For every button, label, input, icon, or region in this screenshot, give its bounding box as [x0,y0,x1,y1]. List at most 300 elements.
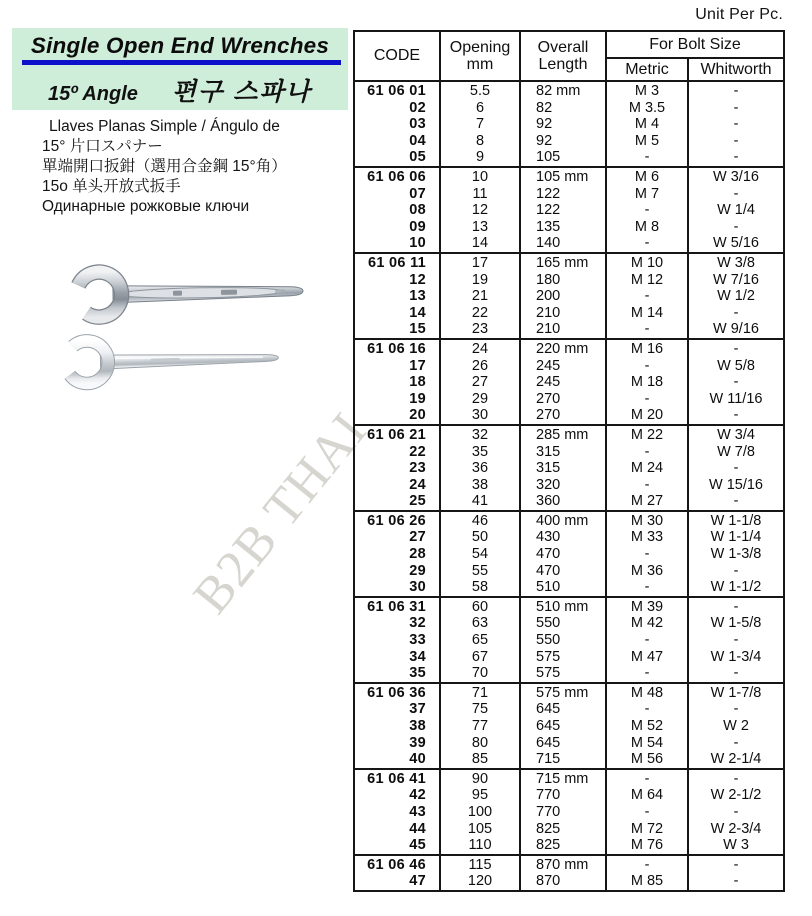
cell-code: 23 [354,460,440,477]
cell-metric: M 20 [606,407,688,425]
cell-whitworth: W 2-1/4 [688,751,784,769]
cell-overall: 645 [520,718,606,735]
cell-opening: 35 [440,443,520,460]
col-header-code: CODE [354,31,440,81]
cell-code: 61 06 06 [354,167,440,186]
cell-overall: 645 [520,735,606,752]
cell-opening: 100 [440,804,520,821]
cell-opening: 58 [440,579,520,597]
cell-overall: 122 [520,186,606,203]
cell-overall: 770 [520,787,606,804]
cell-opening: 10 [440,167,520,186]
cell-opening: 11 [440,186,520,203]
cell-whitworth: W 5/16 [688,235,784,253]
cell-opening: 5.5 [440,81,520,100]
cell-overall: 360 [520,493,606,511]
spec-table-group [354,425,784,511]
cell-code: 09 [354,219,440,236]
table-row [354,493,784,511]
cell-code: 47 [354,873,440,891]
description-spanish: Llaves Planas Simple / Ángulo de [49,118,280,135]
col-header-bolt-size: For Bolt Size [606,31,784,58]
cell-whitworth: W 2-3/4 [688,821,784,838]
cell-whitworth: W 1-1/2 [688,579,784,597]
cell-code: 28 [354,546,440,563]
table-row [354,632,784,649]
spec-table-group [354,683,784,769]
cell-overall: 122 [520,202,606,219]
cell-overall: 180 [520,272,606,289]
cell-whitworth: - [688,701,784,718]
cell-whitworth: - [688,305,784,322]
table-row [354,305,784,322]
cell-opening: 70 [440,665,520,683]
cell-opening: 38 [440,477,520,494]
table-row [354,701,784,718]
cell-metric: - [606,579,688,597]
cell-opening: 23 [440,321,520,339]
table-row [354,597,784,616]
cell-opening: 27 [440,374,520,391]
cell-overall: 510 mm [520,597,606,616]
cell-opening: 36 [440,460,520,477]
cell-opening: 26 [440,358,520,375]
cell-overall: 550 [520,632,606,649]
cell-opening: 50 [440,529,520,546]
cell-whitworth: W 3/4 [688,425,784,444]
stamp-mark [221,290,237,295]
cell-whitworth: W 1-1/4 [688,529,784,546]
col-header-metric: Metric [606,58,688,81]
table-row [354,769,784,788]
table-row [354,133,784,150]
col-header-whitworth: Whitworth [688,58,784,81]
cell-code: 43 [354,804,440,821]
cell-metric: - [606,235,688,253]
cell-overall: 220 mm [520,339,606,358]
cell-whitworth: W 7/16 [688,272,784,289]
cell-code: 61 06 41 [354,769,440,788]
cell-whitworth: W 1-1/8 [688,511,784,530]
cell-metric: M 76 [606,837,688,855]
cell-code: 34 [354,649,440,666]
spec-table [353,30,785,892]
cell-code: 61 06 26 [354,511,440,530]
cell-metric: M 27 [606,493,688,511]
cell-overall: 315 [520,460,606,477]
cell-metric: - [606,665,688,683]
table-row [354,167,784,186]
cell-code: 33 [354,632,440,649]
cell-opening: 22 [440,305,520,322]
cell-code: 14 [354,305,440,322]
table-row [354,821,784,838]
cell-metric: M 8 [606,219,688,236]
cell-overall: 135 [520,219,606,236]
cell-whitworth: - [688,873,784,891]
cell-overall: 470 [520,546,606,563]
wrench-photo-top [67,258,310,328]
cell-metric: M 64 [606,787,688,804]
cell-code: 61 06 11 [354,253,440,272]
table-row [354,374,784,391]
col-header-opening: Opening mm [440,31,520,81]
cell-whitworth: W 15/16 [688,477,784,494]
cell-metric: M 72 [606,821,688,838]
cell-code: 29 [354,563,440,580]
spec-table-group [354,511,784,597]
cell-whitworth: W 11/16 [688,391,784,408]
cell-code: 30 [354,579,440,597]
cell-metric: M 3.5 [606,100,688,117]
cell-whitworth: - [688,339,784,358]
cell-opening: 14 [440,235,520,253]
cell-code: 61 06 46 [354,855,440,874]
cell-metric: M 85 [606,873,688,891]
spec-table-group [354,81,784,167]
cell-overall: 870 mm [520,855,606,874]
cell-opening: 24 [440,339,520,358]
spec-table-group [354,253,784,339]
cell-whitworth: - [688,632,784,649]
cell-code: 13 [354,288,440,305]
cell-metric: M 42 [606,615,688,632]
cell-overall: 92 [520,133,606,150]
cell-metric: M 16 [606,339,688,358]
description-japanese: 15° 片口スパナー [42,138,163,155]
table-row [354,391,784,408]
cell-whitworth: - [688,81,784,100]
cell-opening: 46 [440,511,520,530]
cell-overall: 575 [520,665,606,683]
table-row [354,460,784,477]
cell-overall: 285 mm [520,425,606,444]
cell-metric: M 54 [606,735,688,752]
cell-overall: 575 mm [520,683,606,702]
cell-opening: 19 [440,272,520,289]
cell-opening: 6 [440,100,520,117]
cell-code: 22 [354,443,440,460]
cell-metric: - [606,804,688,821]
cell-whitworth: W 1-5/8 [688,615,784,632]
cell-overall: 165 mm [520,253,606,272]
cell-opening: 30 [440,407,520,425]
cell-code: 08 [354,202,440,219]
wrench-handle [100,350,278,369]
stamp-mark [173,291,182,296]
cell-overall: 550 [520,615,606,632]
description-chinese-simp: 15o 单头开放式扳手 [42,178,181,195]
table-row [354,855,784,874]
cell-code: 18 [354,374,440,391]
spec-table-header [354,31,784,81]
cell-whitworth: - [688,374,784,391]
cell-opening: 8 [440,133,520,150]
cell-metric: - [606,769,688,788]
title-underline [22,60,341,65]
cell-whitworth: W 3 [688,837,784,855]
cell-overall: 82 [520,100,606,117]
cell-opening: 67 [440,649,520,666]
cell-overall: 140 [520,235,606,253]
cell-whitworth: - [688,100,784,117]
cell-code: 02 [354,100,440,117]
wrench-open-head [78,272,122,318]
cell-code: 44 [354,821,440,838]
cell-metric: M 30 [606,511,688,530]
cell-code: 12 [354,272,440,289]
cell-metric: - [606,477,688,494]
cell-metric: M 48 [606,683,688,702]
cell-opening: 80 [440,735,520,752]
cell-metric: - [606,288,688,305]
cell-whitworth: - [688,563,784,580]
description-russian: Одинарные рожковые ключи [42,198,250,215]
cell-opening: 105 [440,821,520,838]
cell-code: 10 [354,235,440,253]
cell-whitworth: - [688,493,784,511]
cell-opening: 29 [440,391,520,408]
cell-whitworth: W 1-7/8 [688,683,784,702]
cell-code: 27 [354,529,440,546]
table-row [354,615,784,632]
table-row [354,787,784,804]
cell-whitworth: - [688,665,784,683]
cell-code: 03 [354,116,440,133]
table-row [354,873,784,891]
cell-whitworth: - [688,133,784,150]
cell-whitworth: - [688,804,784,821]
table-row [354,751,784,769]
table-row [354,804,784,821]
cell-metric: M 24 [606,460,688,477]
cell-overall: 575 [520,649,606,666]
table-row [354,477,784,494]
cell-whitworth: W 3/8 [688,253,784,272]
cell-metric: M 14 [606,305,688,322]
cell-opening: 7 [440,116,520,133]
cell-overall: 715 mm [520,769,606,788]
cell-code: 20 [354,407,440,425]
cell-metric: M 47 [606,649,688,666]
cell-opening: 71 [440,683,520,702]
cell-code: 17 [354,358,440,375]
cell-code: 39 [354,735,440,752]
cell-opening: 65 [440,632,520,649]
cell-opening: 85 [440,751,520,769]
cell-code: 61 06 36 [354,683,440,702]
spec-table-group [354,769,784,855]
cell-metric: M 18 [606,374,688,391]
cell-overall: 105 [520,149,606,167]
cell-overall: 315 [520,443,606,460]
table-row [354,186,784,203]
table-row [354,579,784,597]
cell-opening: 110 [440,837,520,855]
cell-metric: M 4 [606,116,688,133]
cell-overall: 210 [520,321,606,339]
product-title-banner [12,28,348,110]
cell-metric: M 6 [606,167,688,186]
cell-overall: 715 [520,751,606,769]
cell-opening: 9 [440,149,520,167]
cell-code: 61 06 21 [354,425,440,444]
cell-metric: M 22 [606,425,688,444]
cell-overall: 770 [520,804,606,821]
cell-code: 61 06 16 [354,339,440,358]
cell-overall: 870 [520,873,606,891]
table-row [354,253,784,272]
spec-table-group [354,339,784,425]
cell-code: 04 [354,133,440,150]
table-row [354,235,784,253]
cell-whitworth: - [688,769,784,788]
cell-metric: M 33 [606,529,688,546]
cell-metric: - [606,632,688,649]
cell-overall: 245 [520,374,606,391]
table-row [354,443,784,460]
cell-metric: - [606,443,688,460]
cell-opening: 75 [440,701,520,718]
table-row [354,81,784,100]
cell-opening: 60 [440,597,520,616]
table-row [354,837,784,855]
table-row [354,219,784,236]
cell-metric: M 7 [606,186,688,203]
cell-opening: 63 [440,615,520,632]
cell-code: 42 [354,787,440,804]
cell-overall: 270 [520,391,606,408]
cell-opening: 21 [440,288,520,305]
cell-overall: 82 mm [520,81,606,100]
table-row [354,339,784,358]
cell-code: 38 [354,718,440,735]
table-row [354,665,784,683]
cell-overall: 200 [520,288,606,305]
b2b-thai-watermark: B2B THAI [182,401,378,625]
table-row [354,358,784,375]
cell-overall: 320 [520,477,606,494]
cell-whitworth: W 9/16 [688,321,784,339]
cell-overall: 210 [520,305,606,322]
unit-per-pc-label: Unit Per Pc. [695,6,783,23]
cell-code: 19 [354,391,440,408]
cell-whitworth: - [688,407,784,425]
table-row [354,272,784,289]
cell-metric: M 5 [606,133,688,150]
table-row [354,116,784,133]
cell-metric: - [606,546,688,563]
cell-opening: 55 [440,563,520,580]
cell-metric: - [606,321,688,339]
cell-opening: 90 [440,769,520,788]
cell-overall: 270 [520,407,606,425]
col-header-overall-length: Overall Length [520,31,606,81]
cell-code: 61 06 01 [354,81,440,100]
cell-overall: 430 [520,529,606,546]
cell-whitworth: - [688,219,784,236]
cell-metric: M 3 [606,81,688,100]
cell-overall: 400 mm [520,511,606,530]
table-row [354,407,784,425]
cell-code: 40 [354,751,440,769]
table-row [354,511,784,530]
cell-code: 24 [354,477,440,494]
cell-whitworth: - [688,735,784,752]
cell-code: 61 06 31 [354,597,440,616]
cell-opening: 95 [440,787,520,804]
cell-opening: 54 [440,546,520,563]
cell-code: 25 [354,493,440,511]
table-row [354,546,784,563]
cell-metric: M 52 [606,718,688,735]
cell-overall: 245 [520,358,606,375]
cell-opening: 32 [440,425,520,444]
cell-code: 32 [354,615,440,632]
cell-opening: 17 [440,253,520,272]
cell-metric: - [606,358,688,375]
cell-whitworth: W 7/8 [688,443,784,460]
table-row [354,683,784,702]
cell-whitworth: - [688,149,784,167]
cell-metric: - [606,202,688,219]
cell-opening: 120 [440,873,520,891]
cell-overall: 645 [520,701,606,718]
cell-metric: M 12 [606,272,688,289]
cell-whitworth: - [688,597,784,616]
table-row [354,718,784,735]
cell-overall: 105 mm [520,167,606,186]
cell-opening: 13 [440,219,520,236]
cell-whitworth: W 1/2 [688,288,784,305]
cell-metric: M 56 [606,751,688,769]
cell-opening: 77 [440,718,520,735]
table-row [354,321,784,339]
cell-code: 37 [354,701,440,718]
angle-label-korean: 편구 스파나 [171,78,312,106]
cell-metric: M 36 [606,563,688,580]
multilingual-descriptions [42,117,352,217]
cell-opening: 12 [440,202,520,219]
cell-opening: 41 [440,493,520,511]
cell-overall: 825 [520,837,606,855]
banner-subtitle-row [12,72,348,108]
table-row [354,288,784,305]
cell-code: 07 [354,186,440,203]
spec-table-group [354,597,784,683]
cell-metric: M 39 [606,597,688,616]
table-row [354,563,784,580]
cell-overall: 825 [520,821,606,838]
table-row [354,529,784,546]
cell-overall: 92 [520,116,606,133]
cell-whitworth: W 2 [688,718,784,735]
spec-table-group [354,167,784,253]
cell-metric: - [606,855,688,874]
cell-whitworth: W 3/16 [688,167,784,186]
cell-code: 05 [354,149,440,167]
cell-whitworth: W 1-3/8 [688,546,784,563]
cell-overall: 470 [520,563,606,580]
cell-whitworth: W 2-1/2 [688,787,784,804]
table-row [354,649,784,666]
description-chinese-trad: 單端開口扳鉗（選用合金鋼 15°角） [42,158,287,175]
table-row [354,149,784,167]
angle-label: 15º Angle [48,83,138,105]
cell-whitworth: - [688,116,784,133]
page-title: Single Open End Wrenches [30,33,330,58]
wrench-photo-bottom [55,325,289,395]
